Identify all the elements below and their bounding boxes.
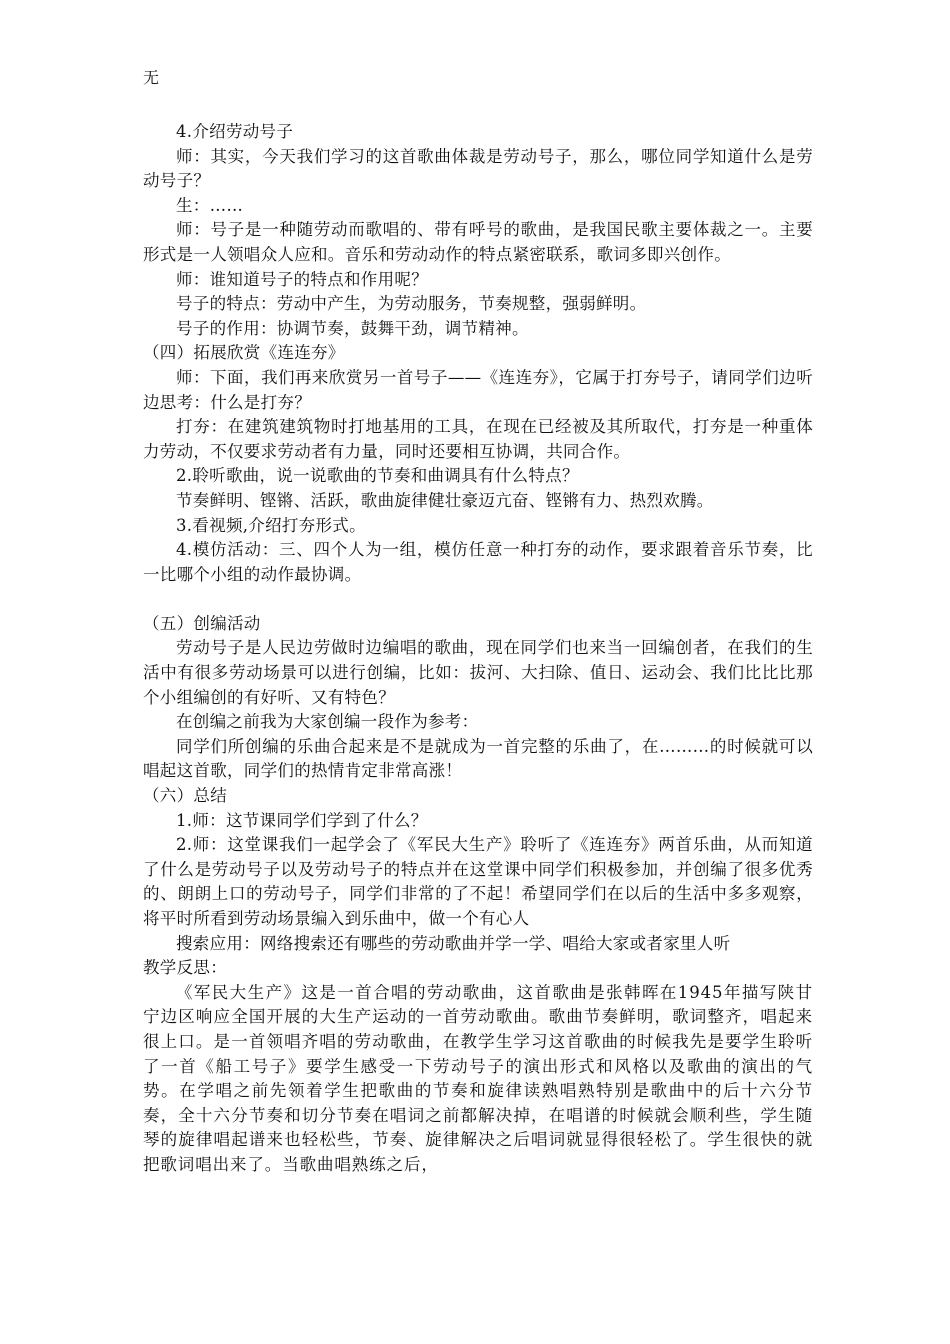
teacher-explanation: 师：号子是一种随劳动而歌唱的、带有呼号的歌曲，是我国民歌主要体裁之一。主要形式是一人领唱众人应和。音乐和劳动动作的特点紧密联系，歌词多即兴创作。 — [143, 220, 813, 264]
reflection-body: 《军民大生产》这是一首合唱的劳动歌曲，这首歌曲是张韩晖在1945年描写陕甘宁边区响应全国开展的大生产运动的一首劳动歌曲。歌曲节奏鲜明，歌词整齐，唱起来很上口。是一首领唱齐唱的劳动歌曲，在教学生学习这首歌曲的时候我先是要学生聆听了一首《船工号子》要学生感受一下劳动号子的演出形式和风格以及歌曲的演出的气势。在学唱之前先领着学生把歌曲的节奏和旋律读熟唱熟特别是歌曲中的后十六分节奏，全十六分节奏和切分节奏在唱词之前都解决掉，在唱谱的时候就会顺利些，学生随琴的旋律唱起谱来也轻松些，节奏、旋律解决之后唱词就显得很轻松了。学生很快的就把歌词唱出来了。当歌曲唱熟练之后， — [143, 982, 813, 1174]
reflection-heading: 教学反思： — [143, 958, 227, 978]
creation-summary: 同学们所创编的乐曲合起来是不是就成为一首完整的乐曲了，在………的时候就可以唱起这首歌，同学们的热情肯定非常高涨！ — [143, 736, 813, 781]
creation-intro: 劳动号子是人民边劳做时边编唱的歌曲，现在同学们也来当一回编创者，在我们的生活中有很多劳动场景可以进行创编，比如：拔河、大扫除、值日、运动会、我们比比比那个小组编创的有好听、又有特色？ — [143, 638, 813, 707]
page-header: 无 — [143, 68, 160, 87]
search-application: 搜索应用：网络搜索还有哪些的劳动歌曲并学一学、唱给大家或者家里人听 — [176, 933, 731, 953]
step-imitation: 4.模仿活动：三、四个人为一组，模仿任意一种打夯的动作，要求跟着音乐节奏，比一比哪个小组的动作最协调。 — [143, 540, 813, 584]
haozi-features: 号子的特点：劳动中产生，为劳动服务，节奏规整，强弱鲜明。 — [176, 294, 647, 314]
song-characteristics: 节奏鲜明、铿锵、活跃，歌曲旋律健壮豪迈亢奋、铿锵有力、热烈欢腾。 — [176, 490, 714, 510]
teacher-introduction: 师：下面，我们再来欣赏另一首号子——《连连夯》，它属于打夯号子，请同学们边听边思考：什么是打夯？ — [143, 367, 813, 412]
summary-question: 1.师：这节课同学们学到了什么？ — [176, 810, 428, 830]
step-video: 3.看视频,介绍打夯形式。 — [176, 515, 366, 535]
step-heading: 4.介绍劳动号子 — [176, 122, 294, 141]
blank-line — [143, 587, 813, 612]
creation-reference: 在创编之前我为大家创编一段作为参考： — [176, 712, 479, 732]
document-body — [143, 120, 813, 1178]
student-response: 生：…… — [176, 195, 244, 215]
teacher-question: 师：其实，今天我们学习的这首歌曲体裁是劳动号子，那么，哪位同学知道什么是劳动号子？ — [143, 146, 813, 191]
dahang-definition: 打夯：在建筑建筑物时打地基用的工具，在现在已经被及其所取代，打夯是一种重体力劳动，不仅要求劳动者有力量，同时还要相互协调，共同合作。 — [143, 417, 813, 461]
teacher-question: 师：谁知道号子的特点和作用呢？ — [176, 269, 428, 289]
section-heading: （六）总结 — [143, 786, 227, 806]
haozi-functions: 号子的作用：协调节奏，鼓舞干劲，调节精神。 — [176, 318, 529, 338]
section-heading: （五）创编活动 — [143, 613, 261, 633]
summary-conclusion: 2.师：这堂课我们一起学会了《军民大生产》聆听了《连连夯》两首乐曲，从而知道了什么是劳动号子以及劳动号子的特点并在这堂课中同学们积极参加，并创编了很多优秀的、朗朗上口的劳动号子，同学们非常的了不起！希望同学们在以后的生活中多多观察，将平时所看到劳动场景编入到乐曲中，做一个有心人 — [143, 835, 813, 928]
section-heading: （四）拓展欣赏《连连夯》 — [143, 343, 345, 363]
step-listening: 2.聆听歌曲，说一说歌曲的节奏和曲调具有什么特点？ — [176, 466, 579, 486]
